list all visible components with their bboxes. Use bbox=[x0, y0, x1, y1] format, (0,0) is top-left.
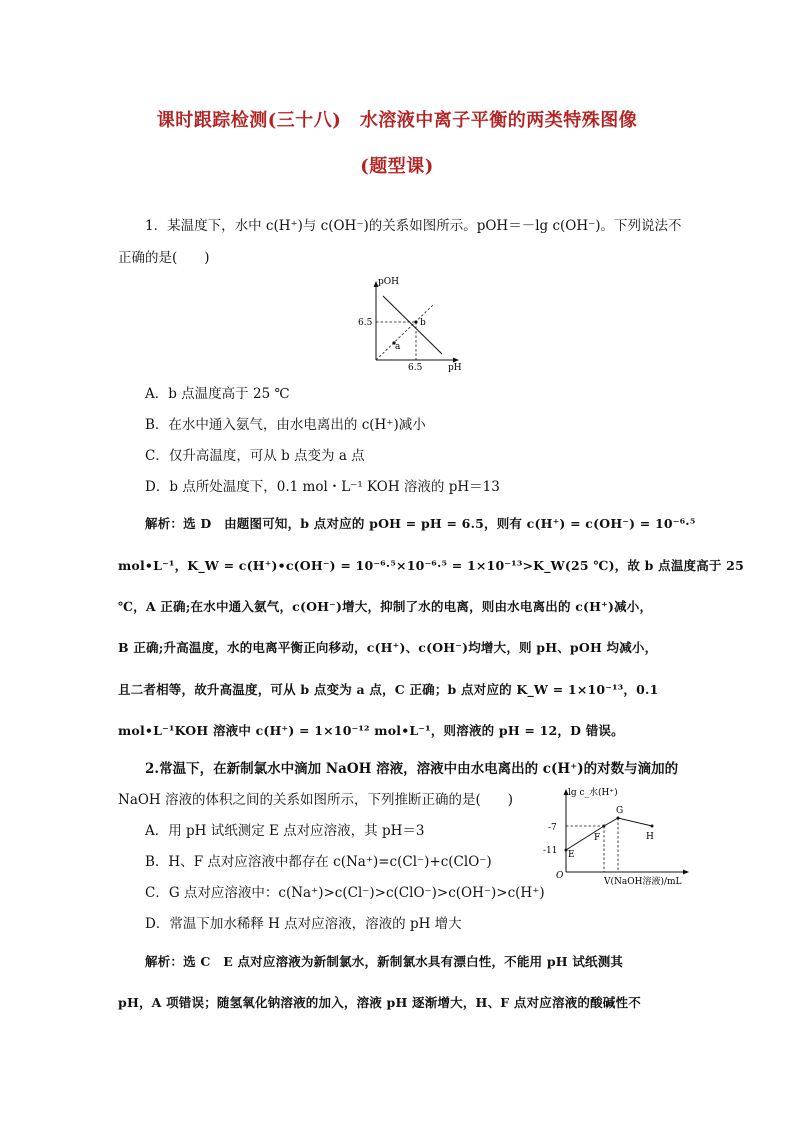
q1-option-c: C．仅升高温度，可从 b 点变为 a 点 bbox=[145, 448, 365, 464]
q2-y-label: lg c_水(H⁺) bbox=[568, 788, 618, 798]
q2-option-b: B．H、F 点对应溶液中都存在 c(Na⁺)=c(Cl⁻)+c(ClO⁻) bbox=[145, 854, 492, 870]
q1-y-label: pOH bbox=[378, 277, 399, 287]
q2-origin: O bbox=[556, 871, 564, 881]
page-subtitle: (题型课) bbox=[360, 156, 434, 177]
q2-x-arrow bbox=[683, 870, 689, 875]
q2-x-label: V(NaOH溶液)/mL bbox=[604, 877, 682, 887]
q1-solution-line5: 且二者相等，故升高温度，可从 b 点变为 a 点，C 正确；b 点对应的 K_W = 1×10⁻¹³，0.1 bbox=[118, 682, 659, 697]
q1-option-a: A．b 点温度高于 25 ℃ bbox=[145, 386, 290, 402]
q2-chart bbox=[536, 780, 696, 890]
q2-label-g: G bbox=[616, 806, 624, 816]
q1-option-d: D．b 点所处温度下，0.1 mol・L⁻¹ KOH 溶液的 pH＝13 bbox=[145, 479, 500, 495]
q1-y-tick: 6.5 bbox=[358, 318, 373, 328]
q2-option-c: C．G 点对应溶液中：c(Na⁺)>c(Cl⁻)>c(ClO⁻)>c(OH⁻)>c(H⁺) bbox=[145, 885, 545, 901]
q2-label-f: F bbox=[594, 833, 601, 843]
q1-solution-line1: 解析：选 D 由题图可知，b 点对应的 pOH = pH = 6.5，则有 c(H⁺) = c(OH⁻) = 10⁻⁶·⁵ bbox=[145, 516, 696, 531]
q1-solution-line2: mol•L⁻¹，K_W = c(H⁺)•c(OH⁻) = 10⁻⁶·⁵×10⁻⁶·⁵ = 1×10⁻¹³>K_W(25 ℃)，故 b 点温度高于 25 bbox=[118, 558, 744, 573]
q2-y-tick-7: -7 bbox=[548, 823, 557, 833]
q1-label-b: b bbox=[420, 318, 426, 328]
q2-curve bbox=[566, 818, 652, 850]
q2-option-a: A．用 pH 试纸测定 E 点对应溶液，其 pH＝3 bbox=[145, 823, 425, 839]
q1-option-b: B．在水中通入氨气，由水电离出的 c(H⁺)减小 bbox=[145, 417, 426, 433]
q1-neutral-line bbox=[376, 304, 434, 360]
q2-y-tick-11: -11 bbox=[543, 846, 558, 856]
q2-point-g bbox=[617, 817, 620, 820]
q1-x-label: pH bbox=[448, 363, 462, 373]
q1-stem-line1: 1．某温度下，水中 c(H⁺)与 c(OH⁻)的关系如图所示。pOH＝－lg c(OH⁻)。下列说法不 bbox=[145, 218, 682, 234]
q1-x-arrow bbox=[453, 358, 459, 363]
q2-stem-line1: 2.常温下，在新制氯水中滴加 NaOH 溶液，溶液中由水电离出的 c(H⁺)的对数与滴加的 bbox=[145, 761, 679, 777]
q2-point-h bbox=[651, 825, 654, 828]
q1-stem-line2: 正确的是( ) bbox=[118, 250, 210, 266]
q1-point-b bbox=[414, 320, 417, 323]
q1-solution-line6: mol•L⁻¹KOH 溶液中 c(H⁺) = 1×10⁻¹² mol•L⁻¹，则溶液的 pH = 12，D 错误。 bbox=[118, 723, 624, 738]
q2-solution-line2: pH，A 项错误；随氢氧化钠溶液的加入，溶液 pH 逐渐增大，H、F 点对应溶液的酸碱性不 bbox=[118, 995, 641, 1010]
q2-stem-line2: NaOH 溶液的体积之间的关系如图所示，下列推断正确的是( ) bbox=[118, 792, 514, 808]
q1-solution-line4: B 正确;升高温度，水的电离平衡正向移动，c(H⁺)、c(OH⁻)均增大，则 pH、pOH 均减小， bbox=[118, 640, 658, 655]
q1-chart bbox=[352, 276, 472, 374]
q1-label-a: a bbox=[395, 342, 401, 352]
q1-x-tick: 6.5 bbox=[408, 363, 423, 373]
page-title: 课时跟踪检测(三十八) 水溶液中离子平衡的两类特殊图像 bbox=[156, 110, 638, 131]
q1-solution-line3: ℃，A 正确;在水中通入氨气，c(OH⁻)增大，抑制了水的电离，则由水电离出的 c(H⁺)减小， bbox=[118, 599, 653, 614]
q2-point-f bbox=[603, 825, 606, 828]
q2-label-h: H bbox=[646, 832, 654, 842]
q2-label-e: E bbox=[568, 850, 575, 860]
q2-option-d: D．常温下加水稀释 H 点对应溶液，溶液的 pH 增大 bbox=[145, 916, 462, 932]
q2-solution-line1: 解析：选 C E 点对应溶液为新制氯水，新制氯水具有漂白性，不能用 pH 试纸测其 bbox=[145, 954, 624, 969]
